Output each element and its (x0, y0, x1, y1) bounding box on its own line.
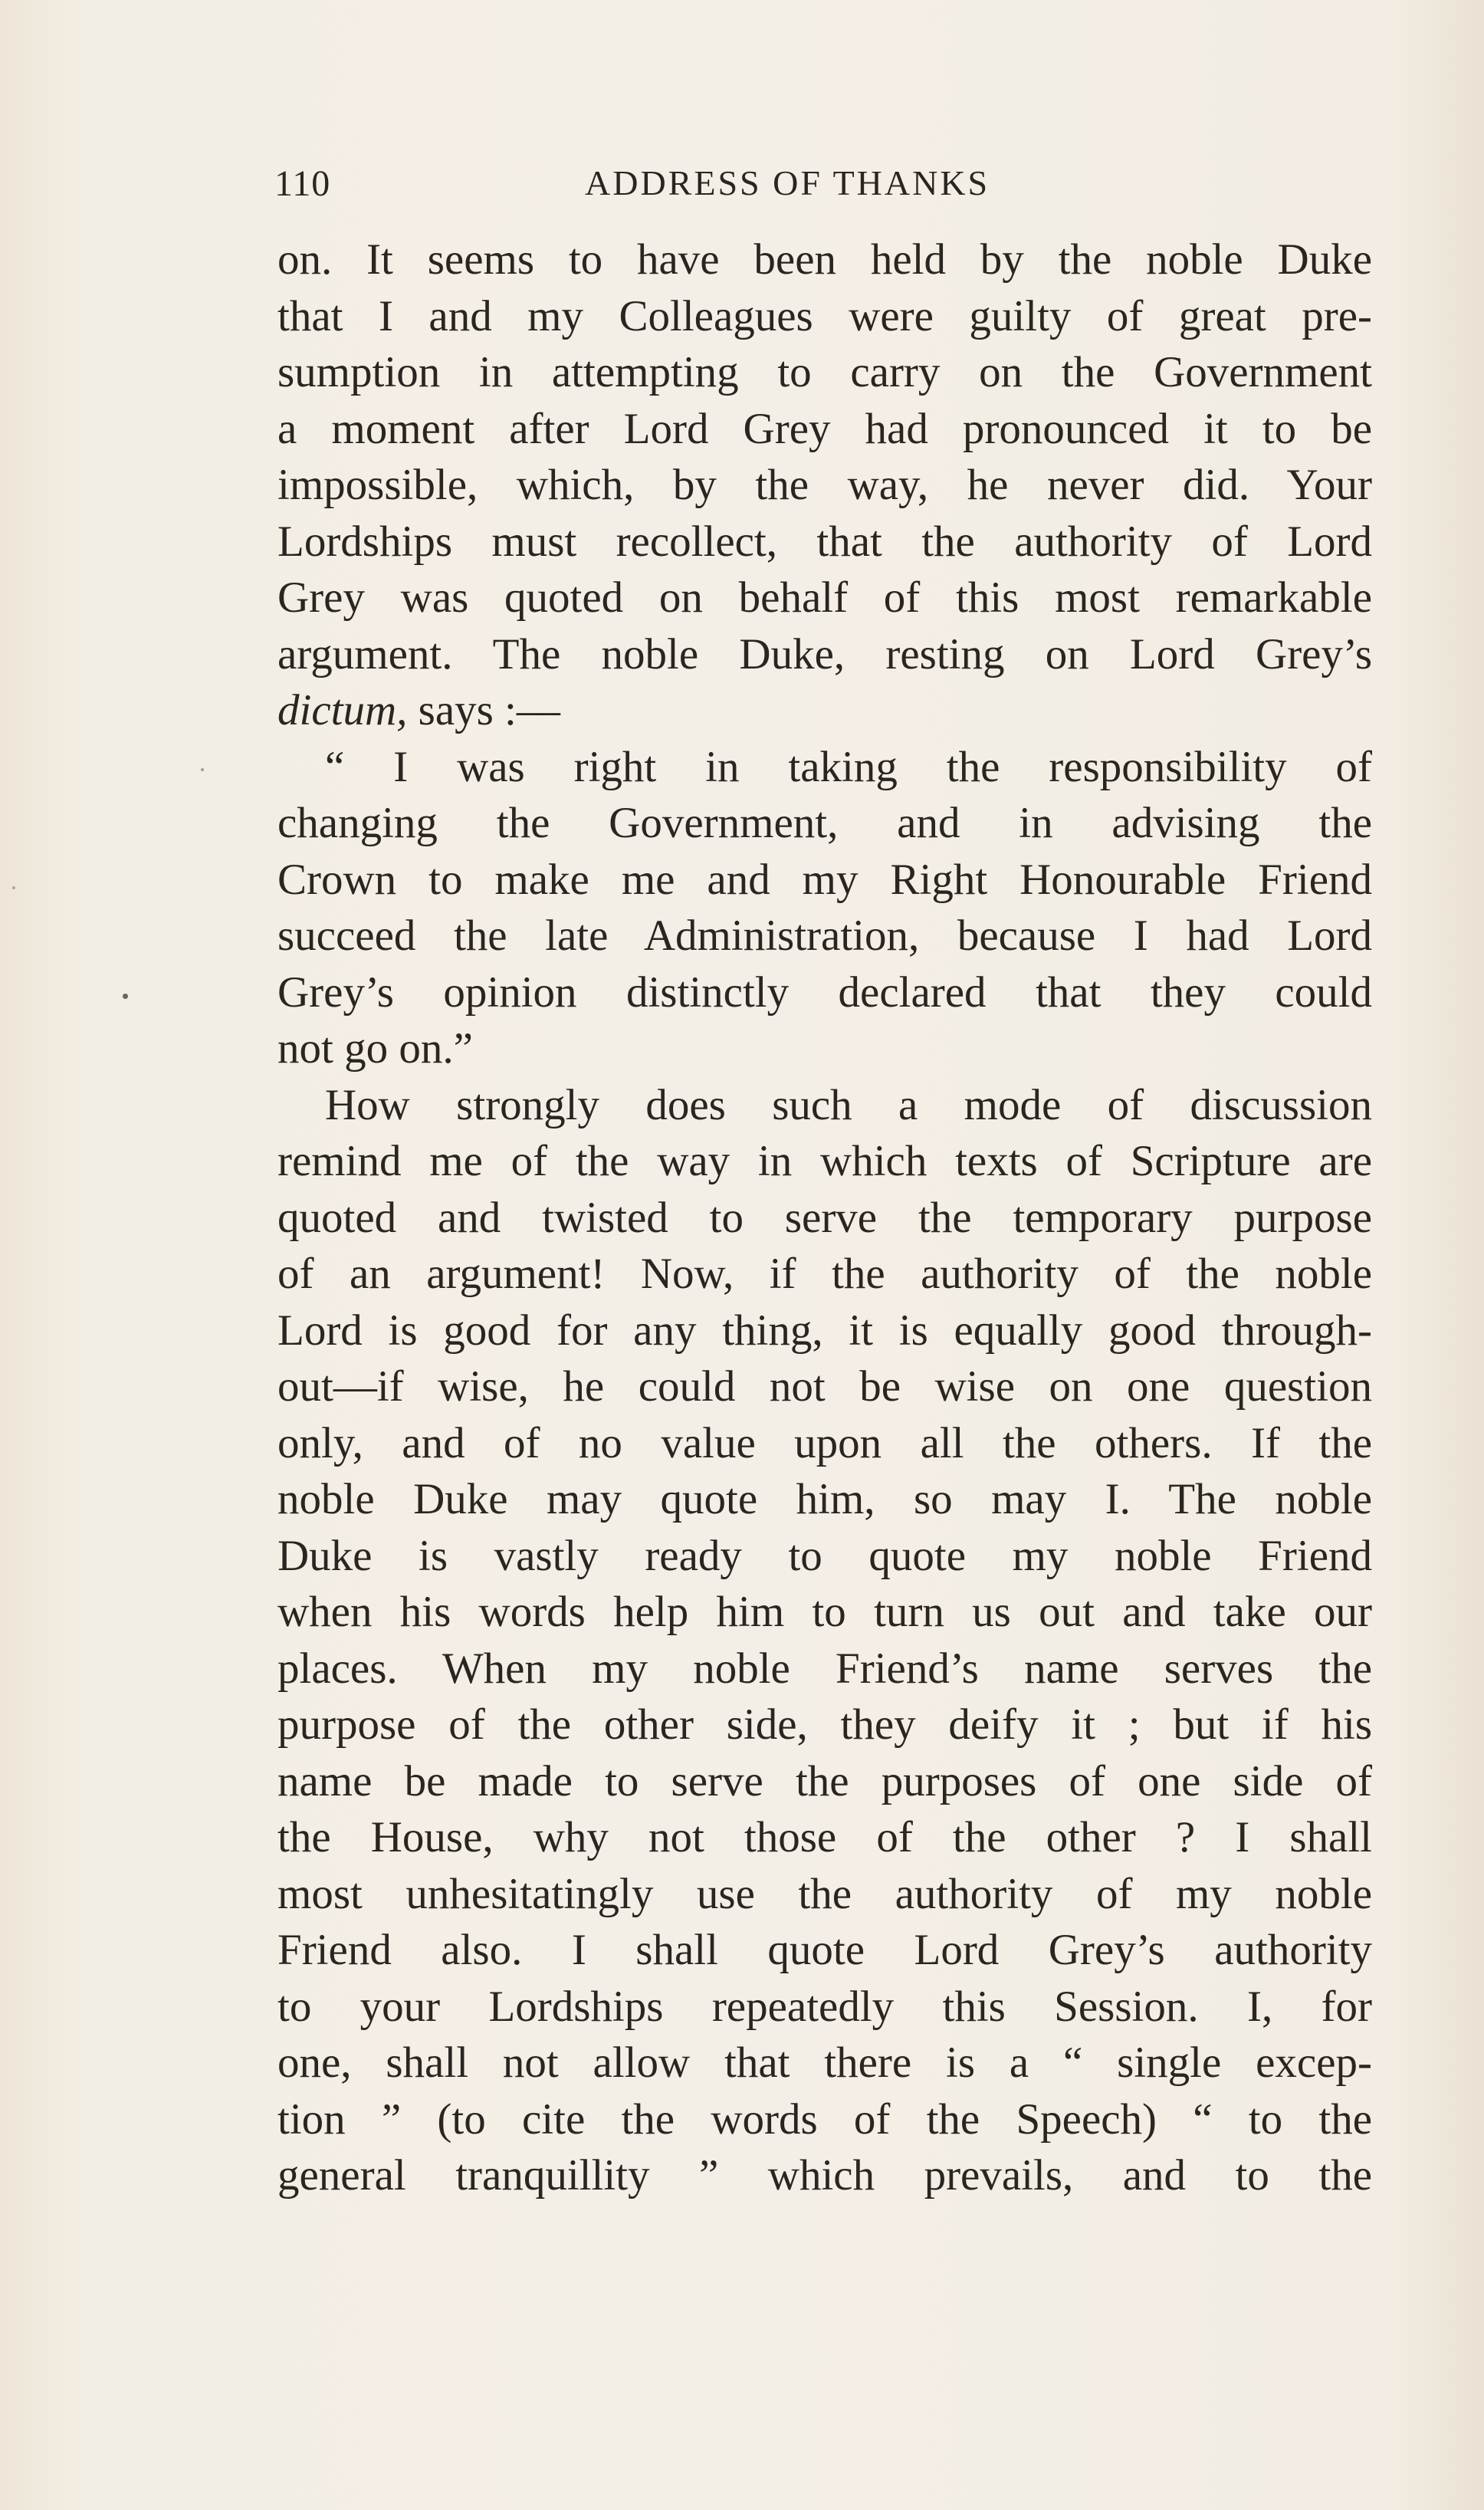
text-line: Grey’s opinion distinctly declared that they could (277, 968, 1372, 1017)
text-line: Lordships must recollect, that the authority of Lord (277, 517, 1372, 566)
text-line: of an argument! Now, if the authority of the noble (277, 1250, 1372, 1298)
running-head: ADDRESS OF THANKS (585, 163, 990, 202)
body-text (277, 232, 1372, 2204)
text-line: out—if wise, he could not be wise on one question (277, 1362, 1372, 1411)
text-line: Duke is vastly ready to quote my noble Friend (277, 1531, 1372, 1580)
text-line: the House, why not those of the other ? I shall (277, 1813, 1372, 1861)
paper-speck (123, 994, 128, 999)
text-line: most unhesitatingly use the authority of my noble (277, 1869, 1372, 1918)
text-line: How strongly does such a mode of discussion (325, 1080, 1372, 1129)
text-line: a moment after Lord Grey had pronounced it to be (277, 404, 1372, 453)
text-line: remind me of the way in which texts of Scripture are (277, 1137, 1372, 1185)
text-line: tion ” (to cite the words of the Speech) “ to the (277, 2094, 1372, 2144)
text-line: sumption in attempting to carry on the Government (277, 348, 1372, 396)
text-line: Lord is good for any thing, it is equally good through- (277, 1306, 1372, 1355)
text-line-rest: says :— (418, 686, 560, 734)
page-number: 110 (274, 163, 331, 204)
text-line: one, shall not allow that there is a “ single excep- (277, 2039, 1372, 2087)
text-line: Grey was quoted on behalf of this most remarkable (277, 573, 1372, 622)
text-line: impossible, which, by the way, he never did. Your (277, 461, 1372, 509)
text-line: argument. The noble Duke, resting on Lord Grey’s (277, 629, 1372, 678)
text-line: when his words help him to turn us out and take our (277, 1588, 1372, 1636)
text-line: not go on.” (277, 1024, 473, 1073)
page-header (274, 163, 1369, 209)
text-line: on. It seems to have been held by the noble Duke (277, 235, 1372, 284)
paper-speck (201, 768, 204, 771)
paper-speck (12, 886, 15, 889)
text-line: “ I was right in taking the responsibility of (325, 742, 1372, 791)
text-line: only, and of no value upon all the others. If the (277, 1418, 1372, 1467)
text-line: quoted and twisted to serve the temporary purpose (277, 1193, 1372, 1242)
text-line: noble Duke may quote him, so may I. The noble (277, 1475, 1372, 1523)
text-line: Crown to make me and my Right Honourable Friend (277, 855, 1372, 904)
text-line: name be made to serve the purposes of one side of (277, 1756, 1372, 1805)
text-line: places. When my noble Friend’s name serves the (277, 1644, 1372, 1693)
text-line (277, 682, 1372, 739)
text-line: changing the Government, and in advising the (277, 799, 1372, 847)
italic-word: dictum, (277, 686, 408, 734)
text-line: Friend also. I shall quote Lord Grey’s authority (277, 1926, 1372, 1974)
text-line: succeed the late Administration, because I had Lord (277, 912, 1372, 960)
text-line: that I and my Colleagues were guilty of great pre- (277, 291, 1372, 340)
text-line: to your Lordships repeatedly this Session. I, for (277, 1982, 1372, 2031)
text-line: purpose of the other side, they deify it ; but if his (277, 1700, 1372, 1749)
text-line: general tranquillity ” which prevails, and to the (277, 2151, 1372, 2200)
